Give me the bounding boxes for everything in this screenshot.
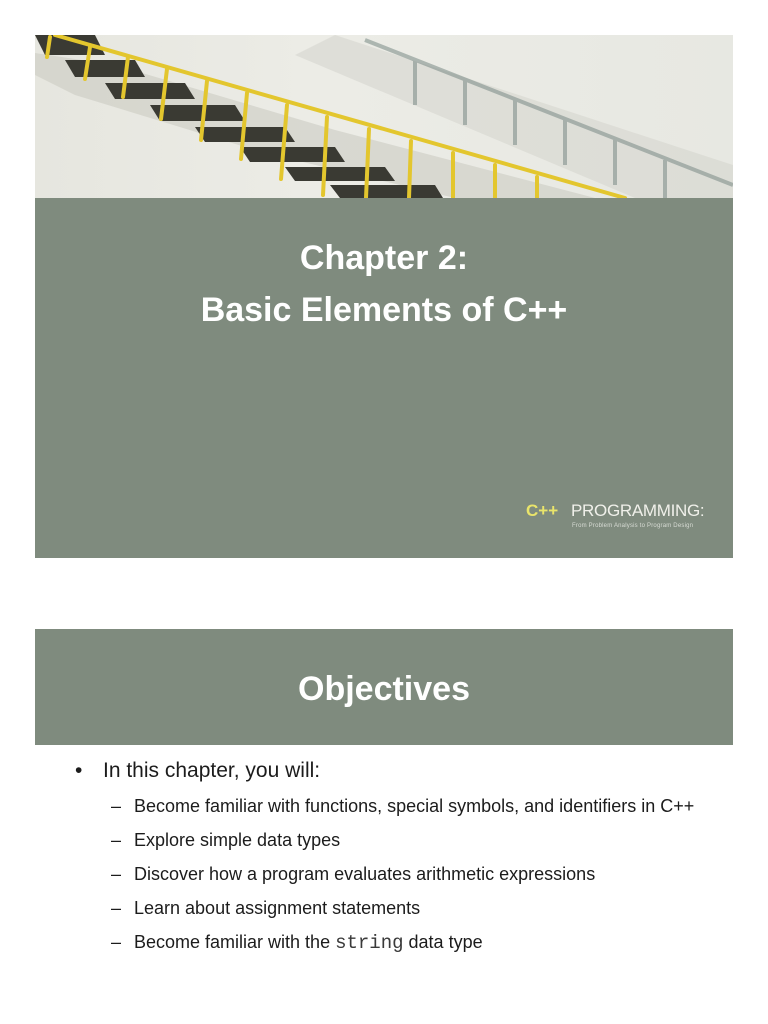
list-item-text: Become familiar with functions, special symbols, and identifiers in C++ [134,796,695,816]
list-item [111,894,711,922]
list-item [111,826,711,854]
dash-marker: – [111,898,122,918]
logo-subtitle: From Problem Analysis to Program Design [572,523,694,529]
logo-programming: PROGRAMMING: [571,501,705,520]
dash-marker: – [111,864,122,884]
objectives-header [35,629,733,745]
list-item [111,928,711,957]
objectives-title: Objectives [298,670,470,708]
dash-marker: – [111,932,122,952]
title-slide [35,35,733,558]
code-string: string [335,932,404,954]
list-item-text: Learn about assignment statements [134,898,421,918]
list-item-text: Explore simple data types [134,830,341,850]
list-item-text-after: data type [408,932,483,952]
chapter-title-line1: Chapter 2: [299,239,469,277]
dash-marker: – [111,796,122,816]
chapter-title [35,232,733,336]
staircase-photo [35,35,733,198]
book-logo [526,499,726,539]
title-panel [35,198,733,558]
objectives-slide [35,629,733,1024]
list-item [111,792,711,820]
chapter-title-line2: Basic Elements of C++ [200,291,568,329]
bullet-dot: • [75,759,83,782]
list-item-text: Discover how a program evaluates arithmetic expressions [134,864,596,884]
list-item-text-before: Become familiar with the [134,932,331,952]
objectives-list [111,792,711,963]
list-item [111,860,711,888]
logo-cpp: C++ [526,501,559,520]
dash-marker: – [111,830,122,850]
main-bullet-text: In this chapter, you will: [103,759,321,782]
